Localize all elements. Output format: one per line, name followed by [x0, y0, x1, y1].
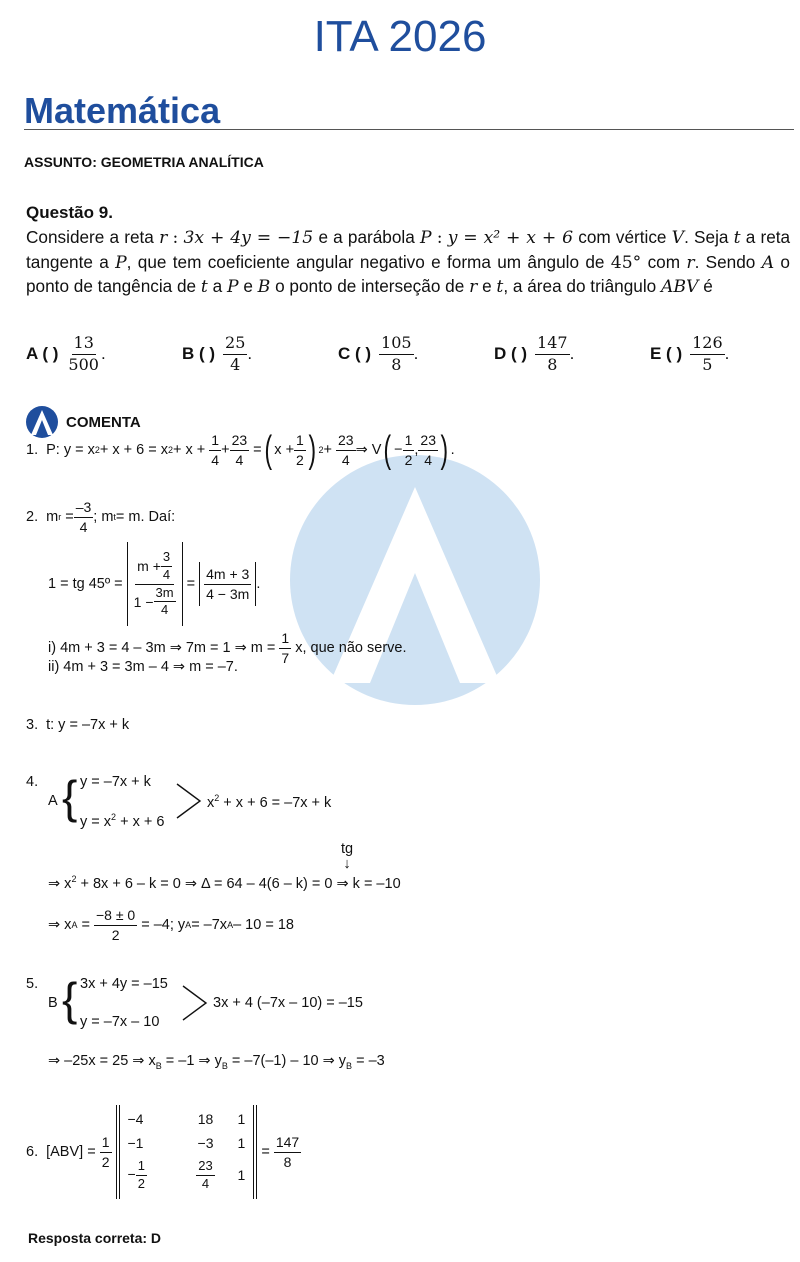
solution-step-6-area: 6. [ABV] = $\frac{1}{2}$ −4 18 1 −1 −3 1 − $\frac{1}{2}$ $\frac{23}{4}$ 1 = $\frac{147}{8}$	[26, 1104, 301, 1200]
option-a-label: A ( )	[26, 344, 59, 363]
system-a-line-2: $y = x^2 + x + 6$	[80, 812, 165, 830]
option-b-fraction: $\frac{25}{4}$	[225, 333, 246, 374]
option-e-fraction: $\frac{126}{5}$	[692, 333, 723, 374]
solution-step-3: 3. t: y = –7x + k	[26, 717, 130, 733]
option-c-fraction: $\frac{105}{8}$	[381, 333, 412, 374]
solution-step-5-number: 5.	[26, 976, 39, 992]
determinant-matrix: −4 18 1 −1 −3 1 − $\frac{1}{2}$ $\frac{23}{4}$ 1	[116, 1105, 258, 1199]
comment-label: COMENTA	[66, 414, 141, 431]
system-b-line-2: y = –7x – 10	[80, 1014, 160, 1030]
option-d-label: D ( )	[494, 344, 528, 363]
system-b-angle-icon	[182, 985, 208, 1021]
topic-label: ASSUNTO: GEOMETRIA ANALÍTICA	[24, 154, 264, 170]
system-a-letter: A	[48, 793, 58, 809]
title-divider	[24, 129, 794, 130]
solution-step-2-slopes: 2. m r = $\frac{-3}{4}$ ; m t = m. Daí:	[26, 499, 176, 535]
option-a[interactable]: A ( ) $\frac{13}{500}$ .	[26, 333, 106, 374]
option-a-fraction: $\frac{13}{500}$	[68, 333, 99, 374]
subject-title: Matemática	[24, 90, 221, 131]
option-c[interactable]: C ( ) $\frac{105}{8}$ .	[338, 333, 419, 374]
correct-answer: Resposta correta: D	[28, 1230, 162, 1246]
tangent-annotation: tg ↓	[341, 841, 354, 872]
option-d[interactable]: D ( ) $\frac{147}{8}$ .	[494, 333, 575, 374]
system-a-brace: {	[62, 771, 78, 823]
solution-step-1: 1. P: y = x 2 + x + 6 = x 2 + x + $\frac{1}{4}$ + $\frac{23}{4}$ = ( x + $\frac{1}{2}$ ) 2 + $\frac{23}{4}$ ⇒ V ( − $\frac{1}{2}$ , $\frac{23}{4}$ ) .	[26, 429, 455, 471]
system-b-result: 3x + 4 (–7x – 10) = –15	[213, 995, 363, 1011]
option-e[interactable]: E ( ) $\frac{126}{5}$ .	[650, 333, 730, 374]
system-b-brace: {	[62, 973, 78, 1025]
solution-step-2-case-ii: ii) 4m + 3 = 3m – 4 ⇒ m = –7.	[48, 659, 238, 675]
option-c-label: C ( )	[338, 344, 372, 363]
solution-step-2-case-i: i) 4m + 3 = 4 – 3m ⇒ 7m = 1 ⇒ m = $\frac{1}{7}$ x, que não serve.	[48, 630, 407, 666]
system-a-result: $x^2 + x + 6 = -7x + k$	[207, 793, 332, 811]
option-b[interactable]: B ( ) $\frac{25}{4}$ .	[182, 333, 253, 374]
solution-step-4-number: 4.	[26, 774, 39, 790]
system-b-line-1: 3x + 4y = –15	[80, 976, 168, 992]
system-b-letter: B	[48, 995, 58, 1011]
option-e-label: E ( )	[650, 344, 683, 363]
option-d-fraction: $\frac{147}{8}$	[537, 333, 568, 374]
solution-step-2-tangent-formula: 1 = tg 45º = m + $\frac{3}{4}$ 1 − $\frac{3m}{4}$ = $\frac{4m + 3}{4 - 3m}$ .	[48, 542, 260, 626]
solution-step-5-point-b: ⇒ –25x = 25 ⇒ $x_B = -1$ ⇒ $y_B = -7(-1) - 10$ ⇒ $y_B = -3$	[48, 1053, 385, 1071]
page-header-title: ITA 2026	[313, 12, 487, 61]
down-arrow-icon: ↓	[343, 856, 351, 872]
question-title: Questão 9.	[26, 203, 113, 222]
system-a-angle-icon	[176, 783, 202, 819]
solution-step-4-discriminant: ⇒ $x^2 + 8x + 6 - k = 0$ ⇒ Δ = 64 – 4(6 – k) = 0 ⇒ k = –10	[48, 874, 401, 892]
option-b-label: B ( )	[182, 344, 216, 363]
system-a-line-1: y = –7x + k	[80, 774, 151, 790]
solution-step-4-point-a: ⇒ x A = $\frac{-8 \pm 0}{2}$ = –4; y A = –7x A – 10 = 18	[48, 907, 294, 943]
question-text: Considere a reta r : 3x + 4y = −15 e a parábola P : y = x² + x + 6 com vértice V. Seja t a reta tangente a P, que tem coeficiente angular negativo e forma um ângulo de 45° com r. Sendo A o ponto de tangência de t a P e B o ponto de interseção de r e t, a área do triângulo ABV é	[26, 227, 791, 297]
